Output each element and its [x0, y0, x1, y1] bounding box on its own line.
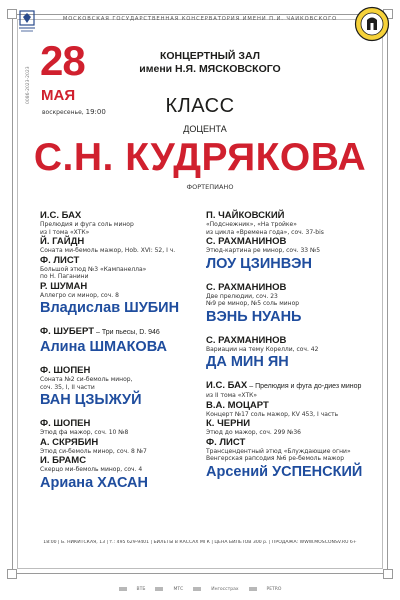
footer-info: 18:00 | Б. НИКИТСКАЯ, 13 | т.: 495 629-9401 | БИЛЕТЫ В КАССАХ МГК | ЦЕНА БИЛЕТОВ 300 р. | ПРОДАЖА: WWW.MOSCONSV.RU 6+: [43, 540, 357, 545]
composer-name: Ф. ШОПЕН: [40, 418, 91, 429]
work-title: Скерцо ми-бемоль минор, соч. 4: [40, 466, 143, 473]
sponsor-name: PETRO: [266, 586, 282, 592]
work-title: Соната №2 си-бемоль минор,: [40, 376, 133, 383]
work-title: соч. 35, I, II части: [40, 383, 95, 391]
sponsor-name: МТС: [173, 586, 184, 592]
composer-name: В.А. МОЦАРТ: [206, 399, 269, 411]
performer-name: ДА МИН ЯН: [206, 354, 289, 370]
frame-corner-bottom-left: [7, 569, 17, 579]
hall-title: [130, 50, 290, 76]
work-title: Аллегро си минор, соч. 8: [40, 291, 119, 299]
composer-name: С. РАХМАНИНОВ: [206, 236, 287, 247]
performer-name: Арсений УСПЕНСКИЙ: [206, 463, 363, 480]
composer-line: [206, 380, 376, 392]
performer-name: Алина ШМАКОВА: [40, 339, 167, 355]
event-month: МАЯ: [41, 87, 76, 104]
work-title: Большой этюд №3 «Кампанелла»: [40, 265, 147, 273]
work-title: Соната ми-бемоль мажор, Hob. XVI: 52, I ч.: [40, 247, 176, 254]
performer-name: ВЭНЬ НУАНЬ: [206, 308, 302, 325]
work-title: Этюд-картина ре минор, соч. 33 №5: [206, 247, 321, 254]
conservatory-seal-icon: [354, 6, 390, 42]
institution-name: МОСКОВСКАЯ ГОСУДАРСТВЕННАЯ КОНСЕРВАТОРИЯ ИМЕНИ П.И. ЧАЙКОВСКОГО: [62, 16, 338, 22]
work-title: «Подснежник», «На тройке»: [206, 221, 297, 228]
program-block: [40, 326, 200, 356]
program-block: [206, 335, 376, 372]
event-day: 28: [40, 37, 85, 84]
work-title: – Прелюдия и фуга до-диез минор: [247, 383, 362, 390]
program-right-column: [206, 210, 376, 481]
work-title: Концерт №17 соль мажор, KV 453, I часть: [206, 410, 339, 418]
sponsor-logo-icon: [155, 587, 163, 591]
work-title: – Три пьесы, D. 946: [94, 329, 160, 336]
work-title: Этюд до мажор, соч. 299 №36: [206, 429, 301, 436]
ministry-emblem-icon: [16, 8, 38, 36]
event-weekday: воскресенье,: [42, 109, 84, 116]
performer-name: Владислав ШУБИН: [40, 300, 180, 316]
performer-name: ВАН ЦЗЫЖУЙ: [40, 392, 142, 408]
instrument-label: ФОРТЕПИАНО: [186, 183, 234, 191]
sponsor-logo-icon: [193, 587, 201, 591]
program-block: [206, 210, 376, 273]
sponsor-name: Ингосстрах: [211, 586, 239, 592]
program-block: [206, 282, 376, 326]
composer-name: А. СКРЯБИН: [40, 436, 99, 448]
teacher-name: С.Н. КУДРЯКОВА: [33, 136, 367, 179]
program-block: [40, 365, 200, 409]
program-block: [206, 380, 376, 481]
composer-name: Р. ШУМАН: [40, 280, 88, 292]
work-title: Трансцендентный этюд «Блуждающие огни»: [206, 447, 351, 455]
composer-name: П. ЧАЙКОВСКИЙ: [206, 210, 285, 221]
composer-name: Ф. ШУБЕРТ: [40, 326, 95, 337]
performer-name: Ариана ХАСАН: [40, 474, 148, 491]
sponsor-name: ВТБ: [136, 586, 146, 592]
frame-corner-bottom-right: [383, 569, 393, 579]
hall-line-2: имени Н.Я. МЯСКОВСКОГО: [139, 63, 281, 75]
hall-line-1: КОНЦЕРТНЫЙ ЗАЛ: [159, 50, 261, 62]
class-heading: КЛАСС: [165, 95, 235, 117]
work-title: из цикла «Времена года», соч. 37-bis: [206, 228, 324, 236]
program-block: [40, 418, 200, 492]
work-title: Этюд фа мажор, соч. 10 №8: [40, 429, 129, 436]
composer-name: Й. ГАЙДН: [40, 236, 85, 247]
sponsor-logo-icon: [119, 587, 127, 591]
composer-name: К. ЧЕРНИ: [206, 418, 251, 429]
sponsor-bar: [0, 582, 400, 596]
composer-name: Ф. ЛИСТ: [40, 254, 80, 266]
composer-name: С. РАХМАНИНОВ: [206, 281, 287, 293]
composer-name: И.С. БАХ: [40, 210, 82, 221]
event-time: 19:00: [85, 108, 106, 116]
sponsor-logo-icon: [249, 587, 257, 591]
work-title: Две прелюдии, соч. 23: [206, 292, 278, 300]
composer-name: Ф. ЛИСТ: [206, 436, 246, 448]
docent-label: ДОЦЕНТА: [183, 124, 227, 134]
work-title: из I тома «ХТК»: [40, 228, 90, 236]
work-title: из II тома «ХТК»: [206, 392, 258, 399]
composer-name: Ф. ШОПЕН: [40, 365, 91, 376]
composer-name: И.С. БАХ: [206, 380, 248, 391]
program-block: [40, 210, 200, 317]
composer-name: С. РАХМАНИНОВ: [206, 334, 287, 346]
work-title: Вариации на тему Корелли, соч. 42: [206, 345, 319, 353]
performer-name: ЛОУ ЦЗИНВЭН: [206, 255, 312, 272]
work-title: по Н. Паганини: [40, 273, 89, 280]
work-title: Этюд си-бемоль минор, соч. 8 №7: [40, 447, 147, 455]
composer-name: И. БРАМС: [40, 455, 87, 466]
work-title: №9 ре минор, №5 соль минор: [206, 300, 300, 307]
work-title: Венгерская рапсодия №6 ре-бемоль мажор: [206, 455, 345, 462]
vertical-code: 0086-2023-2023: [26, 66, 31, 104]
composer-line: [40, 326, 200, 338]
program-left-column: [40, 210, 200, 492]
work-title: Прелюдия и фуга соль минор: [40, 221, 134, 228]
